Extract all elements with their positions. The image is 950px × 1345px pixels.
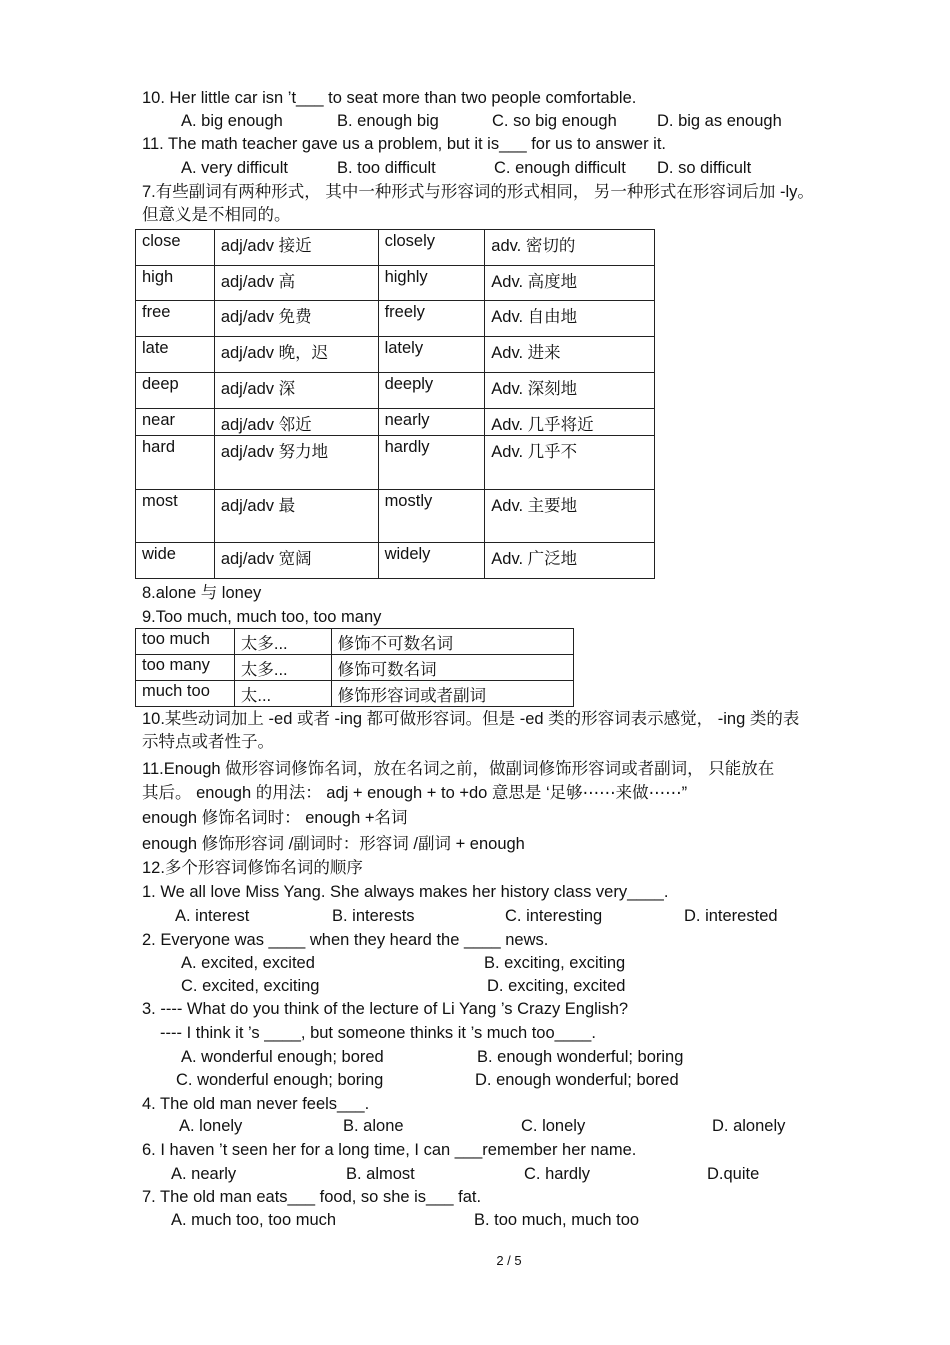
- option-c: C. wonderful enough; boring: [176, 1071, 384, 1089]
- table-row: [136, 681, 574, 707]
- table-cell: too many: [136, 655, 235, 681]
- enough-usage: 其后。 enough 的用法： adj + enough + to +do 意思是 ‘足够⋯⋯来做⋯⋯”: [142, 784, 688, 802]
- page-number: 2 / 5: [496, 1253, 522, 1268]
- table-cell: highly: [378, 266, 485, 301]
- table-cell: adj/adv 最: [214, 490, 378, 543]
- table-row: [136, 230, 655, 266]
- table-cell: Adv. 自由地: [485, 301, 655, 337]
- table-cell: 太...: [234, 681, 331, 707]
- table-row: [136, 543, 655, 579]
- option-c: C. so big enough: [492, 112, 617, 130]
- table-cell: adj/adv 晚，迟: [214, 337, 378, 373]
- table-cell: too much: [136, 629, 235, 655]
- option-b: B. too difficult: [337, 159, 436, 177]
- option-d: D. exciting, excited: [487, 977, 626, 995]
- table-cell: high: [136, 266, 215, 301]
- exercise-3-stem-cont: ---- I think it ’s ____, but someone thinks it ’s much too____.: [160, 1024, 596, 1042]
- section-12-heading: 12.多个形容词修饰名词的顺序: [142, 859, 363, 877]
- table-cell: nearly: [378, 409, 485, 436]
- section-11-heading: 11.Enough 做形容词修饰名词，放在名词之前，做副词修饰形容词或者副词， 只能放在: [142, 760, 775, 778]
- table-cell: close: [136, 230, 215, 266]
- table-cell: adj/adv 接近: [214, 230, 378, 266]
- option-b: B. almost: [346, 1165, 415, 1183]
- table-cell: adj/adv 高: [214, 266, 378, 301]
- exercise-2-stem: 2. Everyone was ____ when they heard the ____ news.: [142, 931, 549, 949]
- table-cell: 修饰不可数名词: [331, 629, 573, 655]
- table-cell: Adv. 主要地: [485, 490, 655, 543]
- table-cell: adj/adv 宽阔: [214, 543, 378, 579]
- section-9-heading: 9.Too much, much too, too many: [142, 608, 382, 626]
- table-cell: hardly: [378, 436, 485, 490]
- table-cell: adj/adv 深: [214, 373, 378, 409]
- option-c: C. excited, exciting: [181, 977, 320, 995]
- adverb-forms-table: [135, 229, 655, 579]
- section-10-heading: 10.某些动词加上 -ed 或者 -ing 都可做形容词。但是 -ed 类的形容词表示感觉， -ing 类的表: [142, 710, 800, 728]
- table-cell: Adv. 进来: [485, 337, 655, 373]
- option-d: D.quite: [707, 1165, 760, 1183]
- option-d: D. so difficult: [657, 159, 752, 177]
- table-cell: adj/adv 免费: [214, 301, 378, 337]
- enough-with-noun: enough 修饰名词时： enough +名词: [142, 809, 408, 827]
- table-cell: near: [136, 409, 215, 436]
- option-a: A. interest: [175, 907, 250, 925]
- option-a: A. big enough: [181, 112, 283, 130]
- option-c: C. enough difficult: [494, 159, 626, 177]
- question-11-stem: 11. The math teacher gave us a problem, but it is___ for us to answer it.: [142, 135, 667, 153]
- option-b: B. alone: [343, 1117, 404, 1135]
- table-cell: 太多...: [234, 629, 331, 655]
- option-b: B. interests: [332, 907, 415, 925]
- option-c: C. hardly: [524, 1165, 591, 1183]
- table-cell: Adv. 广泛地: [485, 543, 655, 579]
- option-b: B. enough big: [337, 112, 439, 130]
- enough-with-adj: enough 修饰形容词 /副词时：形容词 /副词 + enough: [142, 835, 525, 853]
- table-row: [136, 436, 655, 490]
- table-cell: wide: [136, 543, 215, 579]
- option-d: D. interested: [684, 907, 778, 925]
- too-much-table: [135, 628, 574, 707]
- option-a: A. nearly: [171, 1165, 237, 1183]
- exercise-6-stem: 6. I haven ’t seen her for a long time, I can ___remember her name.: [142, 1141, 637, 1159]
- option-d: D. alonely: [712, 1117, 786, 1135]
- table-row: [136, 629, 574, 655]
- option-a: A. excited, excited: [181, 954, 315, 972]
- option-b: B. exciting, exciting: [484, 954, 626, 972]
- exercise-4-stem: 4. The old man never feels___.: [142, 1095, 370, 1113]
- table-cell: hard: [136, 436, 215, 490]
- table-cell: adj/adv 努力地: [214, 436, 378, 490]
- table-row: [136, 266, 655, 301]
- table-cell: closely: [378, 230, 485, 266]
- table-row: [136, 490, 655, 543]
- table-cell: 修饰形容词或者副词: [331, 681, 573, 707]
- table-cell: most: [136, 490, 215, 543]
- table-cell: 太多...: [234, 655, 331, 681]
- table-cell: deeply: [378, 373, 485, 409]
- table-cell: freely: [378, 301, 485, 337]
- option-a: A. much too, too much: [171, 1211, 337, 1229]
- table-cell: adv. 密切的: [485, 230, 655, 266]
- table-row: [136, 337, 655, 373]
- table-cell: deep: [136, 373, 215, 409]
- exercise-3-stem: 3. ---- What do you think of the lecture of Li Yang ’s Crazy English?: [142, 1000, 629, 1018]
- table-cell: adj/adv 邻近: [214, 409, 378, 436]
- table-row: [136, 655, 574, 681]
- section-7-heading: 7.有些副词有两种形式， 其中一种形式与形容词的形式相同， 另一种形式在形容词后加 -ly。: [142, 183, 814, 201]
- option-b: B. enough wonderful; boring: [477, 1048, 684, 1066]
- option-c: C. lonely: [521, 1117, 586, 1135]
- option-d: D. big as enough: [657, 112, 782, 130]
- table-cell: widely: [378, 543, 485, 579]
- table-cell: free: [136, 301, 215, 337]
- exercise-7-stem: 7. The old man eats___ food, so she is___ fat.: [142, 1188, 482, 1206]
- table-cell: lately: [378, 337, 485, 373]
- table-row: [136, 301, 655, 337]
- table-cell: Adv. 几乎不: [485, 436, 655, 490]
- section-7-heading-cont: 但意义是不相同的。: [142, 206, 291, 224]
- section-8-heading: 8.alone 与 loney: [142, 584, 262, 602]
- table-row: [136, 373, 655, 409]
- option-a: A. very difficult: [181, 159, 288, 177]
- table-cell: late: [136, 337, 215, 373]
- option-b: B. too much, much too: [474, 1211, 640, 1229]
- option-c: C. interesting: [505, 907, 603, 925]
- option-a: A. lonely: [179, 1117, 243, 1135]
- table-row: [136, 409, 655, 436]
- exercise-1-stem: 1. We all love Miss Yang. She always makes her history class very____.: [142, 883, 669, 901]
- table-cell: mostly: [378, 490, 485, 543]
- question-10-stem: 10. Her little car isn ’t___ to seat more than two people comfortable.: [142, 89, 637, 107]
- table-cell: 修饰可数名词: [331, 655, 573, 681]
- option-a: A. wonderful enough; bored: [181, 1048, 384, 1066]
- table-cell: Adv. 深刻地: [485, 373, 655, 409]
- table-cell: Adv. 高度地: [485, 266, 655, 301]
- table-cell: much too: [136, 681, 235, 707]
- option-d: D. enough wonderful; bored: [475, 1071, 679, 1089]
- table-cell: Adv. 几乎将近: [485, 409, 655, 436]
- section-10-heading-cont: 示特点或者性子。: [142, 733, 274, 751]
